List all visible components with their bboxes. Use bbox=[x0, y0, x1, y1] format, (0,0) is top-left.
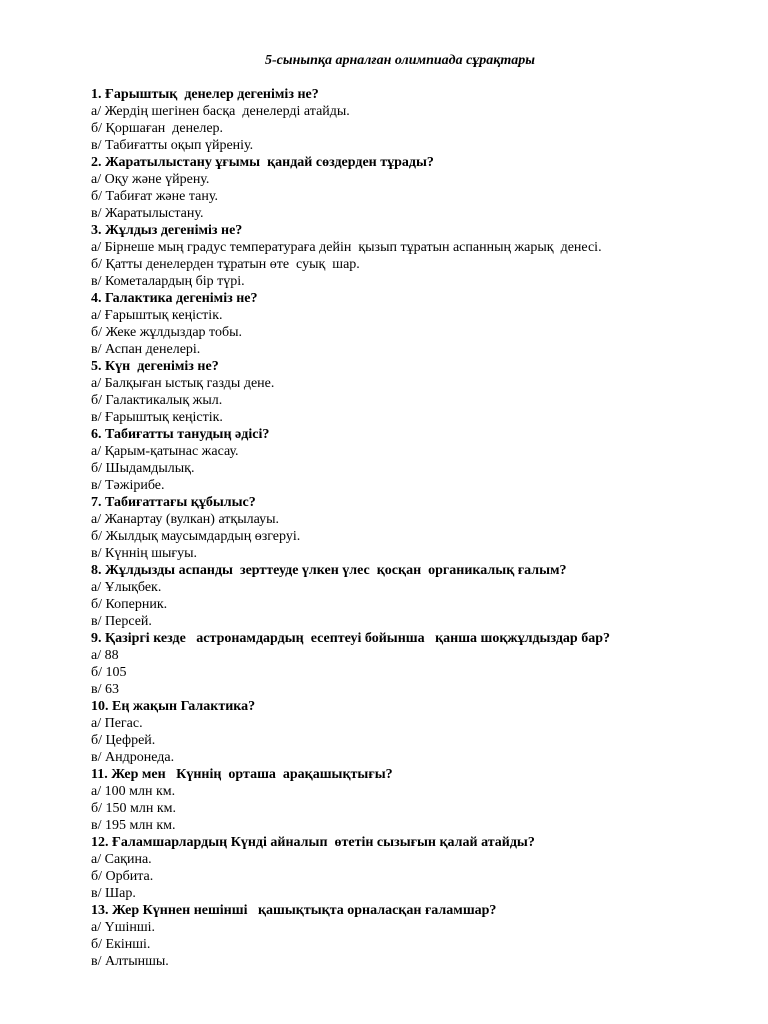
question-text: 9. Қазіргі кезде астронамдардың есептеуі бойынша қанша шоқжұлдыздар бар? bbox=[91, 631, 610, 646]
answer-option-c: в/ Жаратылыстану. bbox=[91, 206, 204, 221]
answer-option-b: б/ Шыдамдылық. bbox=[91, 461, 195, 476]
answer-option-a: а/ 100 млн км. bbox=[91, 784, 176, 799]
answer-option-a: а/ Үшінші. bbox=[91, 920, 156, 935]
answer-option-b: б/ Табиғат және тану. bbox=[91, 189, 218, 204]
answer-option-b: б/ Жылдық маусымдардың өзгеруі. bbox=[91, 529, 301, 544]
question-11 bbox=[91, 766, 761, 834]
answer-option-c: в/ Тәжірибе. bbox=[91, 478, 165, 493]
answer-option-a: а/ Сақина. bbox=[91, 852, 152, 867]
answer-option-a: а/ Пегас. bbox=[91, 716, 143, 731]
question-3 bbox=[91, 222, 761, 290]
answer-option-b: б/ 150 млн км. bbox=[91, 801, 177, 816]
answer-option-b: б/ Қатты денелерден тұратын өте суық шар. bbox=[91, 257, 360, 272]
question-text: 1. Ғарыштық денелер дегеніміз не? bbox=[91, 87, 319, 102]
answer-option-b: б/ Коперник. bbox=[91, 597, 168, 612]
answer-option-c: в/ Алтыншы. bbox=[91, 954, 169, 969]
answer-option-c: в/ Күннің шығуы. bbox=[91, 546, 198, 561]
question-list bbox=[91, 86, 761, 970]
question-13 bbox=[91, 902, 761, 970]
answer-option-a: а/ Жердің шегінен басқа денелерді атайды. bbox=[91, 104, 350, 119]
answer-option-c: в/ 63 bbox=[91, 682, 119, 697]
question-10 bbox=[91, 698, 761, 766]
question-text: 2. Жаратылыстану ұғымы қандай сөздерден тұрады? bbox=[91, 155, 434, 170]
question-text: 3. Жұлдыз дегеніміз не? bbox=[91, 223, 243, 238]
document-title: 5-сыныпқа арналған олимпиада сұрақтары bbox=[265, 53, 535, 68]
answer-option-a: а/ Ғарыштық кеңістік. bbox=[91, 308, 223, 323]
question-6 bbox=[91, 426, 761, 494]
answer-option-b: б/ Екінші. bbox=[91, 937, 151, 952]
question-1 bbox=[91, 86, 761, 154]
answer-option-a: а/ Бірнеше мың градус температураға дейін қызып тұратын аспанның жарық денесі. bbox=[91, 240, 602, 255]
answer-option-b: б/ Жеке жұлдыздар тобы. bbox=[91, 325, 242, 340]
answer-option-a: а/ 88 bbox=[91, 648, 119, 663]
answer-option-c: в/ Кометалардың бір түрі. bbox=[91, 274, 245, 289]
answer-option-c: в/ Шар. bbox=[91, 886, 136, 901]
answer-option-b: б/ 105 bbox=[91, 665, 127, 680]
question-text: 8. Жұлдызды аспанды зерттеуде үлкен үлес қосқан органикалық ғалым? bbox=[91, 563, 567, 578]
answer-option-b: б/ Орбита. bbox=[91, 869, 154, 884]
answer-option-a: а/ Балқыған ыстық газды дене. bbox=[91, 376, 275, 391]
answer-option-a: а/ Қарым-қатынас жасау. bbox=[91, 444, 239, 459]
question-text: 5. Күн дегеніміз не? bbox=[91, 359, 219, 374]
answer-option-c: в/ Персей. bbox=[91, 614, 152, 629]
answer-option-c: в/ Табиғатты оқып үйреніу. bbox=[91, 138, 254, 153]
question-text: 10. Ең жақын Галактика? bbox=[91, 699, 256, 714]
answer-option-c: в/ Андронеда. bbox=[91, 750, 175, 765]
question-text: 7. Табиғаттағы құбылыс? bbox=[91, 495, 256, 510]
answer-option-a: а/ Оқу және үйрену. bbox=[91, 172, 210, 187]
question-text: 12. Ғаламшарлардың Күнді айналып өтетін сызығын қалай атайды? bbox=[91, 835, 535, 850]
question-5 bbox=[91, 358, 761, 426]
answer-option-b: б/ Цефрей. bbox=[91, 733, 156, 748]
answer-option-c: в/ Аспан денелері. bbox=[91, 342, 201, 357]
question-9 bbox=[91, 630, 761, 698]
question-4 bbox=[91, 290, 761, 358]
question-text: 6. Табиғатты танудың әдісі? bbox=[91, 427, 270, 442]
question-text: 13. Жер Күннен нешінші қашықтықта орналасқан ғаламшар? bbox=[91, 903, 497, 918]
question-12 bbox=[91, 834, 761, 902]
question-8 bbox=[91, 562, 761, 630]
question-text: 4. Галактика дегеніміз не? bbox=[91, 291, 258, 306]
answer-option-c: в/ Ғарыштық кеңістік. bbox=[91, 410, 223, 425]
answer-option-b: б/ Қоршаған денелер. bbox=[91, 121, 224, 136]
answer-option-a: а/ Ұлықбек. bbox=[91, 580, 162, 595]
answer-option-a: а/ Жанартау (вулкан) атқылауы. bbox=[91, 512, 280, 527]
question-2 bbox=[91, 154, 761, 222]
answer-option-c: в/ 195 млн км. bbox=[91, 818, 176, 833]
question-7 bbox=[91, 494, 761, 562]
answer-option-b: б/ Галактикалық жыл. bbox=[91, 393, 223, 408]
question-text: 11. Жер мен Күннің орташа арақашықтығы? bbox=[91, 767, 393, 782]
